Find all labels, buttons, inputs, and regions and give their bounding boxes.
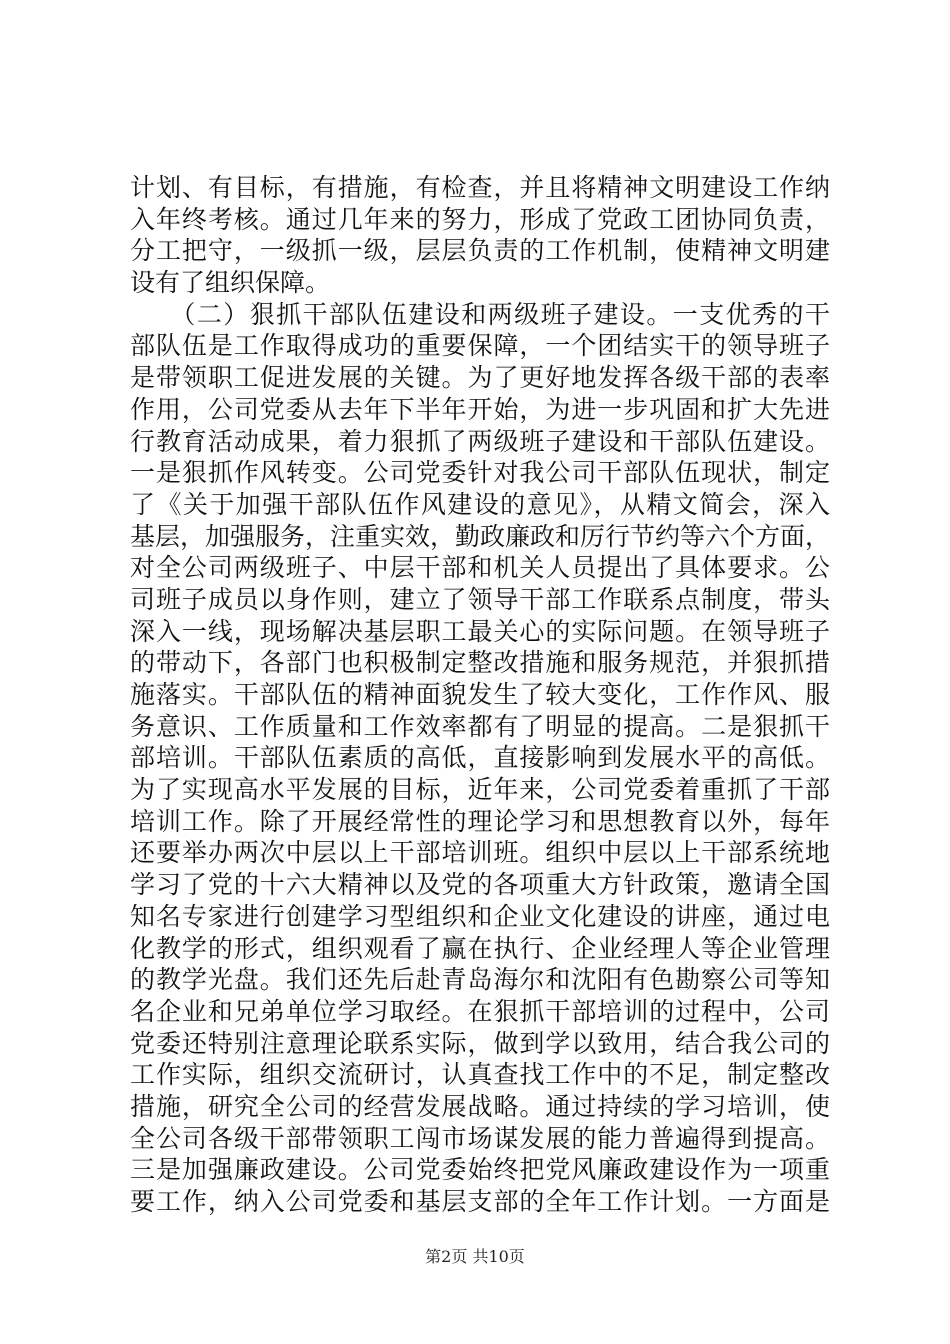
text-line: 的教学光盘。我们还先后赴青岛海尔和沈阳有色勘察公司等知 (130, 965, 830, 995)
text-line: 党委还特别注意理论联系实际，做到学以致用，结合我公司的 (130, 1028, 830, 1058)
text-line: 要工作，纳入公司党委和基层支部的全年工作计划。一方面是 (130, 1187, 830, 1216)
text-line: 设有了组织保障。 (130, 268, 331, 298)
text-line: 知名专家进行创建学习型组织和企业文化建设的讲座，通过电 (130, 901, 830, 931)
text-line: 全公司各级干部带领职工闯市场谋发展的能力普遍得到提高。 (130, 1123, 830, 1153)
text-line: 是带领职工促进发展的关键。为了更好地发挥各级干部的表率 (130, 363, 830, 393)
text-line: 计划、有目标，有措施，有检查，并且将精神文明建设工作纳 (130, 173, 830, 202)
page-footer: 第2页 共10页 (425, 1247, 525, 1266)
text-line: 措施，研究全公司的经营发展战略。通过持续的学习培训，使 (130, 1091, 830, 1121)
text-line: 施落实。干部队伍的精神面貌发生了较大变化，工作作风、服 (130, 680, 830, 709)
text-line: 部队伍是工作取得成功的重要保障，一个团结实干的领导班子 (130, 331, 830, 361)
text-line: 化教学的形式，组织观看了赢在执行、企业经理人等企业管理 (130, 933, 830, 963)
text-line: 名企业和兄弟单位学习取经。在狠抓干部培训的过程中，公司 (130, 996, 830, 1026)
text-line: 作用，公司党委从去年下半年开始，为进一步巩固和扩大先进 (130, 394, 830, 424)
text-line: 司班子成员以身作则，建立了领导干部工作联系点制度，带头 (130, 584, 830, 614)
text-line: 务意识、工作质量和工作效率都有了明显的提高。二是狠抓干 (130, 711, 830, 741)
text-line: 行教育活动成果，着力狠抓了两级班子建设和干部队伍建设。 (130, 426, 830, 456)
text-line: 学习了党的十六大精神以及党的各项重大方针政策，邀请全国 (130, 870, 830, 900)
text-line: 工作实际，组织交流研讨，认真查找工作中的不足，制定整改 (130, 1060, 830, 1090)
text-line: （二）狠抓干部队伍建设和两级班子建设。一支优秀的干 (130, 299, 830, 329)
text-line: 基层，加强服务，注重实效，勤政廉政和厉行节约等六个方面， (130, 521, 831, 551)
text-line: 对全公司两级班子、中层干部和机关人员提出了具体要求。公 (130, 553, 830, 583)
text-line: 深入一线，现场解决基层职工最关心的实际问题。在领导班子 (130, 616, 830, 646)
text-line: 部培训。干部队伍素质的高低，直接影响到发展水平的高低。 (130, 743, 830, 773)
text-line: 三是加强廉政建设。公司党委始终把党风廉政建设作为一项重 (130, 1155, 830, 1185)
text-line: 还要举办两次中层以上干部培训班。组织中层以上干部系统地 (130, 838, 830, 868)
text-line: 培训工作。除了开展经常性的理论学习和思想教育以外，每年 (130, 806, 830, 836)
text-line: 分工把守，一级抓一级，层层负责的工作机制，使精神文明建 (130, 236, 830, 266)
text-line: 为了实现高水平发展的目标，近年来，公司党委着重抓了干部 (130, 775, 830, 805)
text-line: 的带动下，各部门也积极制定整改措施和服务规范，并狠抓措 (130, 648, 830, 678)
body-text (130, 172, 830, 1218)
text-line: 了《关于加强干部队伍作风建设的意见》，从精文简会，深入 (130, 489, 830, 519)
text-line: 一是狠抓作风转变。公司党委针对我公司干部队伍现状，制定 (130, 458, 830, 488)
text-line: 入年终考核。通过几年来的努力，形成了党政工团协同负责， (130, 204, 830, 234)
